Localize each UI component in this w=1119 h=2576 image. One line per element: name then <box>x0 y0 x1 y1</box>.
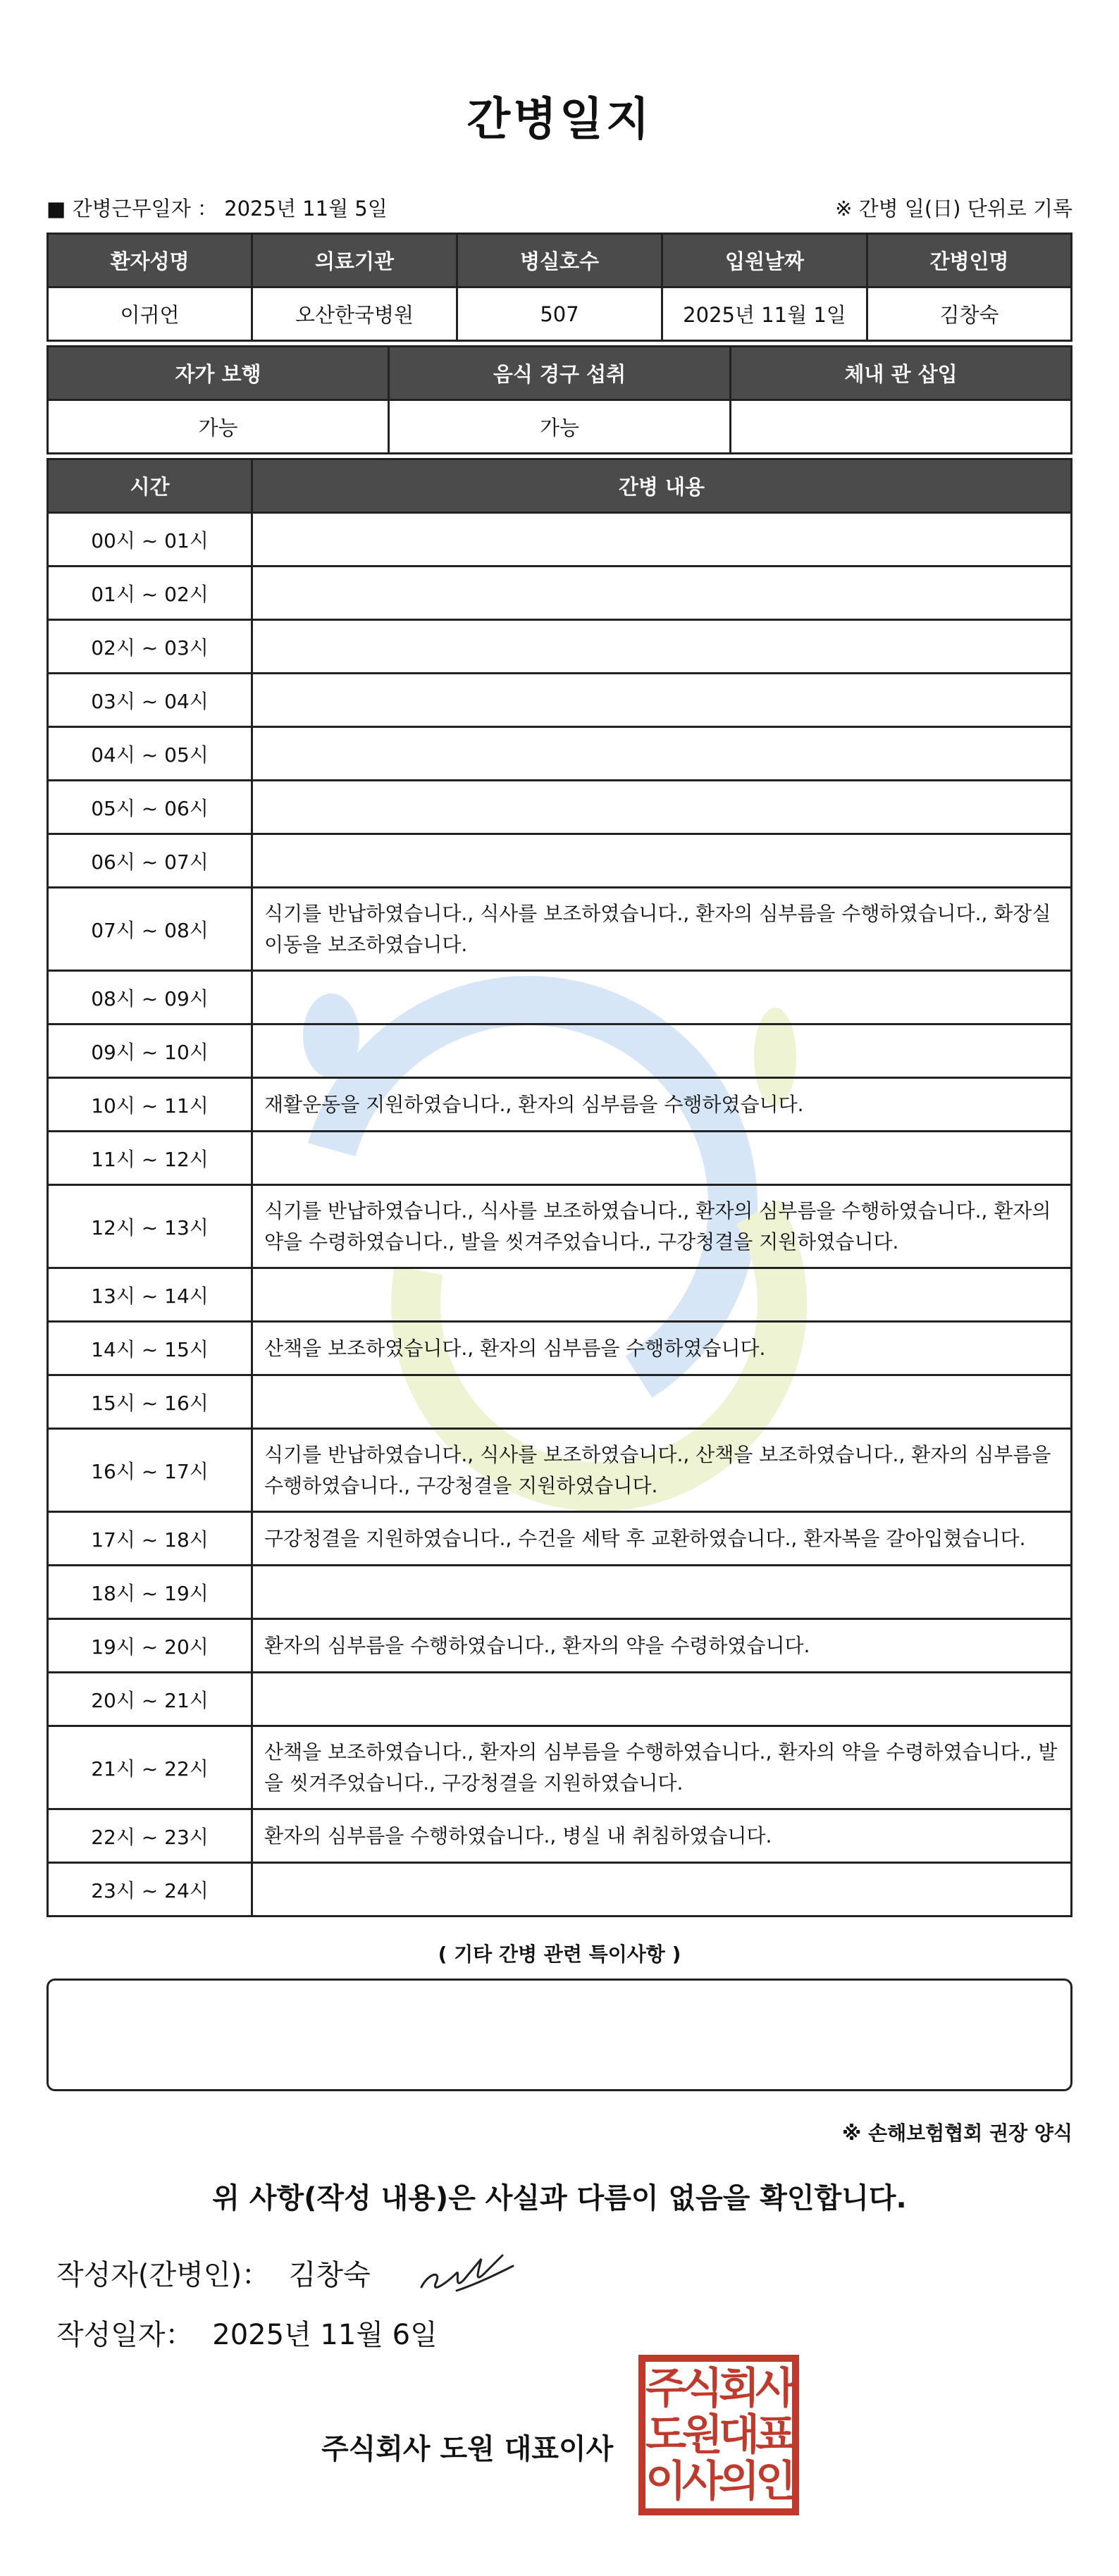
table-row <box>49 1620 1072 1673</box>
oral-intake-value: 가능 <box>390 401 731 454</box>
tube-value <box>731 401 1072 454</box>
table-row <box>49 728 1072 781</box>
care-content-cell <box>253 1864 1072 1917</box>
table-row <box>49 1376 1072 1430</box>
time-cell: 05시 ~ 06시 <box>49 781 253 835</box>
table-row <box>49 674 1072 728</box>
table-row <box>49 1864 1072 1917</box>
care-content-cell: 식기를 반납하였습니다., 식사를 보조하였습니다., 환자의 심부름을 수행하였습니다., 화장실 이동을 보조하였습니다. <box>253 888 1072 972</box>
author-line <box>56 2252 520 2301</box>
table-row <box>49 1186 1072 1269</box>
care-content-cell <box>253 1025 1072 1079</box>
table-row <box>49 1673 1072 1727</box>
date-line <box>56 2312 438 2353</box>
handwritten-signature <box>414 2252 520 2301</box>
header-patient-name: 환자성명 <box>49 235 253 288</box>
table-row <box>49 1323 1072 1376</box>
notes-title: ( 기타 간병 관련 특이사항 ) <box>438 1943 681 1966</box>
care-content-cell: 구강청결을 지원하였습니다., 수건을 세탁 후 교환하였습니다., 환자복을 갈아입혔습니다. <box>253 1513 1072 1566</box>
header-oral-intake: 음식 경구 섭취 <box>390 347 731 401</box>
caregiver-name: 김창숙 <box>868 288 1072 342</box>
seal-line-2: 도원대표 <box>645 2410 792 2460</box>
care-content-cell <box>253 1566 1072 1620</box>
table-row <box>49 1079 1072 1132</box>
work-date-label: ■ 간병근무일자 ： <box>47 197 218 221</box>
care-content-cell: 환자의 심부름을 수행하였습니다., 병실 내 취침하였습니다. <box>253 1810 1072 1864</box>
time-cell: 08시 ~ 09시 <box>49 972 253 1025</box>
company-seal <box>638 2355 799 2515</box>
table-row <box>49 1727 1072 1810</box>
work-date <box>47 193 388 222</box>
care-content-cell <box>253 1269 1072 1323</box>
table-row <box>49 1269 1072 1323</box>
patient-info-table <box>47 233 1072 342</box>
care-content-cell <box>253 567 1072 621</box>
patient-name: 이귀언 <box>49 288 253 342</box>
header-care-content: 간병 내용 <box>253 460 1072 514</box>
header-tube: 체내 관 삽입 <box>731 347 1072 401</box>
care-content-cell <box>253 781 1072 835</box>
table-row <box>49 888 1072 972</box>
time-cell: 19시 ~ 20시 <box>49 1620 253 1673</box>
time-cell: 03시 ~ 04시 <box>49 674 253 728</box>
page-title: 간병일지 <box>466 94 653 146</box>
header-admission-date: 입원날짜 <box>663 235 868 288</box>
time-cell: 10시 ~ 11시 <box>49 1079 253 1132</box>
time-cell: 02시 ~ 03시 <box>49 621 253 674</box>
time-cell: 11시 ~ 12시 <box>49 1132 253 1186</box>
table-row <box>49 781 1072 835</box>
time-cell: 18시 ~ 19시 <box>49 1566 253 1620</box>
confirmation-statement: 위 사항(작성 내용)은 사실과 다름이 없음을 확인합니다. <box>212 2182 907 2215</box>
care-content-cell <box>253 1132 1072 1186</box>
date-label: 작성일자： <box>56 2319 194 2351</box>
time-cell: 13시 ~ 14시 <box>49 1269 253 1323</box>
seal-line-3: 이사의인 <box>645 2457 792 2506</box>
hospital: 오산한국병원 <box>253 288 458 342</box>
header-time: 시간 <box>49 460 253 514</box>
time-cell: 23시 ~ 24시 <box>49 1864 253 1917</box>
header-caregiver: 간병인명 <box>868 235 1072 288</box>
care-content-cell <box>253 1673 1072 1727</box>
care-content-cell: 식기를 반납하였습니다., 식사를 보조하였습니다., 환자의 심부름을 수행하였습니다., 환자의 약을 수령하였습니다., 발을 씻겨주었습니다., 구강청결을 지원하였습니다. <box>253 1186 1072 1269</box>
care-log-table <box>47 458 1072 1917</box>
header-room: 병실호수 <box>458 235 663 288</box>
ability-table <box>47 345 1072 454</box>
time-cell: 09시 ~ 10시 <box>49 1025 253 1079</box>
table-row <box>49 972 1072 1025</box>
care-content-cell: 환자의 심부름을 수행하였습니다., 환자의 약을 수령하였습니다. <box>253 1620 1072 1673</box>
care-content-cell: 산책을 보조하였습니다., 환자의 심부름을 수행하였습니다., 환자의 약을 수령하였습니다., 발을 씻겨주었습니다., 구강청결을 지원하였습니다. <box>253 1727 1072 1810</box>
care-content-cell <box>253 972 1072 1025</box>
recommendation-note: ※ 손해보험협회 권장 양식 <box>842 2122 1072 2145</box>
time-cell: 22시 ~ 23시 <box>49 1810 253 1864</box>
time-cell: 06시 ~ 07시 <box>49 835 253 888</box>
time-cell: 12시 ~ 13시 <box>49 1186 253 1269</box>
care-content-cell <box>253 674 1072 728</box>
header-hospital: 의료기관 <box>253 235 458 288</box>
table-row <box>49 1132 1072 1186</box>
log-rows <box>49 514 1072 1917</box>
table-row <box>49 514 1072 567</box>
care-content-cell: 재활운동을 지원하였습니다., 환자의 심부름을 수행하였습니다. <box>253 1079 1072 1132</box>
table-row <box>49 835 1072 888</box>
table-row <box>49 1025 1072 1079</box>
table-row <box>49 1566 1072 1620</box>
table-row <box>49 1810 1072 1864</box>
table-row <box>49 567 1072 621</box>
time-cell: 14시 ~ 15시 <box>49 1323 253 1376</box>
time-cell: 21시 ~ 22시 <box>49 1727 253 1810</box>
time-cell: 04시 ~ 05시 <box>49 728 253 781</box>
sign-date: 2025년 11월 6일 <box>212 2319 438 2351</box>
care-content-cell <box>253 514 1072 567</box>
record-unit-note: ※ 간병 일(日) 단위로 기록 <box>835 197 1072 221</box>
table-row <box>49 1513 1072 1566</box>
care-content-cell: 식기를 반납하였습니다., 식사를 보조하였습니다., 산책을 보조하였습니다., 환자의 심부름을 수행하였습니다., 구강청결을 지원하였습니다. <box>253 1430 1072 1513</box>
table-row <box>49 1430 1072 1513</box>
author-label: 작성자(간병인)： <box>56 2259 271 2291</box>
company-name: 주식회사 도원 대표이사 <box>321 2433 614 2465</box>
room-number: 507 <box>458 288 663 342</box>
time-cell: 17시 ~ 18시 <box>49 1513 253 1566</box>
care-content-cell <box>253 621 1072 674</box>
author-name: 김창숙 <box>288 2259 371 2291</box>
work-date-value: 2025년 11월 5일 <box>224 197 388 221</box>
time-cell: 07시 ~ 08시 <box>49 888 253 972</box>
header-walking: 자가 보행 <box>49 347 390 401</box>
care-content-cell <box>253 728 1072 781</box>
time-cell: 01시 ~ 02시 <box>49 567 253 621</box>
admission-date: 2025년 11월 1일 <box>663 288 868 342</box>
time-cell: 16시 ~ 17시 <box>49 1430 253 1513</box>
notes-box <box>47 1979 1072 2091</box>
time-cell: 15시 ~ 16시 <box>49 1376 253 1430</box>
care-content-cell: 산책을 보조하였습니다., 환자의 심부름을 수행하였습니다. <box>253 1323 1072 1376</box>
care-content-cell <box>253 835 1072 888</box>
time-cell: 00시 ~ 01시 <box>49 514 253 567</box>
walking-value: 가능 <box>49 401 390 454</box>
time-cell: 20시 ~ 21시 <box>49 1673 253 1727</box>
table-row <box>49 621 1072 674</box>
seal-line-1: 주식회사 <box>645 2364 792 2413</box>
care-content-cell <box>253 1376 1072 1430</box>
